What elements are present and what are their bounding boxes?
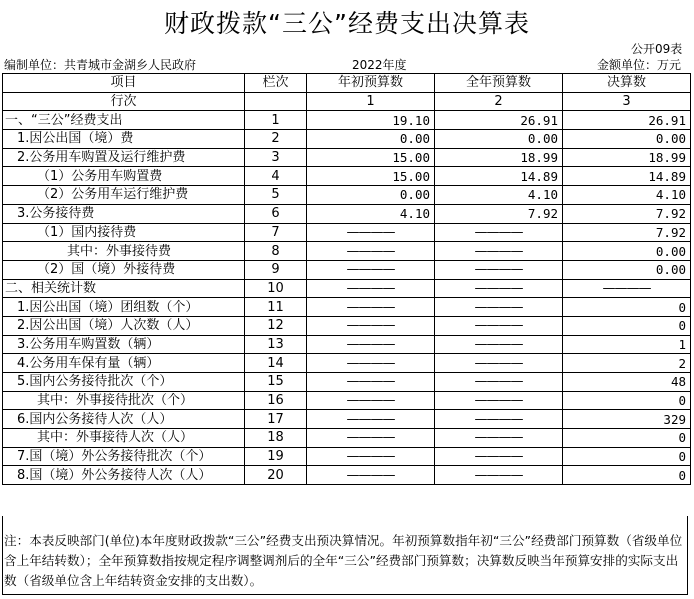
table-row — [3, 260, 691, 279]
header-number-row — [3, 92, 691, 111]
row-budget: 15.00 — [307, 148, 435, 167]
table-row — [3, 373, 691, 392]
row-number: 8 — [245, 242, 307, 261]
row-final: 48 — [563, 373, 691, 392]
row-number: 11 — [245, 298, 307, 317]
row-number: 3 — [245, 148, 307, 167]
header-item: 项目 — [3, 74, 245, 93]
row-final: 2 — [563, 354, 691, 373]
row-final: 18.99 — [563, 148, 691, 167]
row-full-budget: ———— — [435, 354, 563, 373]
row-budget: ———— — [307, 354, 435, 373]
row-item: 其中：外事接待人次（人） — [3, 429, 245, 448]
row-budget: ———— — [307, 335, 435, 354]
row-item: （2）国（境）外接待费 — [3, 260, 245, 279]
row-final: 0.00 — [563, 130, 691, 149]
row-budget: ———— — [307, 391, 435, 410]
row-full-budget: ———— — [435, 335, 563, 354]
row-full-budget: ———— — [435, 429, 563, 448]
row-full-budget: ———— — [435, 298, 563, 317]
row-budget: ———— — [307, 410, 435, 429]
table-row — [3, 204, 691, 223]
report-title: 财政拨款“三公”经费支出决算表 — [164, 9, 530, 38]
row-number: 2 — [245, 130, 307, 149]
row-item: （1）国内接待费 — [3, 223, 245, 242]
row-item: 8.国（境）外公务接待人次（人） — [3, 466, 245, 485]
row-full-budget: ———— — [435, 466, 563, 485]
row-full-budget: 7.92 — [435, 204, 563, 223]
row-item: 4.公务用车保有量（辆） — [3, 354, 245, 373]
row-final: 14.89 — [563, 167, 691, 186]
row-number: 9 — [245, 260, 307, 279]
row-number: 13 — [245, 335, 307, 354]
row-final: ———— — [563, 279, 691, 298]
row-number: 20 — [245, 466, 307, 485]
row-budget: ———— — [307, 447, 435, 466]
row-final: 0 — [563, 316, 691, 335]
row-number: 6 — [245, 204, 307, 223]
table-row — [3, 148, 691, 167]
row-final: 0.00 — [563, 242, 691, 261]
header-row — [3, 74, 691, 93]
row-item: 一、“三公”经费支出 — [3, 111, 245, 130]
row-final: 0 — [563, 391, 691, 410]
table-row — [3, 279, 691, 298]
row-number: 10 — [245, 279, 307, 298]
row-full-budget: 14.89 — [435, 167, 563, 186]
table-row — [3, 335, 691, 354]
row-budget: ———— — [307, 223, 435, 242]
row-number: 5 — [245, 186, 307, 205]
table-row — [3, 429, 691, 448]
row-item: （2）公务用车运行维护费 — [3, 186, 245, 205]
row-number: 14 — [245, 354, 307, 373]
header-n1: 1 — [307, 92, 435, 111]
row-full-budget: ———— — [435, 373, 563, 392]
row-final: 7.92 — [563, 204, 691, 223]
row-final: 7.92 — [563, 223, 691, 242]
row-item: 其中：外事接待费 — [3, 242, 245, 261]
footnote: 注：本表反映部门(单位)本年度财政拨款“三公”经费支出预决算情况。年初预算数指年初“三公”经费部门预算数（省级单位含上年结转数）；全年预算数指按规定程序调整调剂后的全年“三公”经费部门预算数；决算数反映当年预算安排的实际支出数（省级单位含上年结转资金安排的支出数）。 — [4, 533, 683, 588]
row-full-budget: ———— — [435, 410, 563, 429]
row-full-budget: 0.00 — [435, 130, 563, 149]
row-full-budget: ———— — [435, 242, 563, 261]
row-budget: ———— — [307, 298, 435, 317]
row-number: 1 — [245, 111, 307, 130]
row-budget: ———— — [307, 429, 435, 448]
row-item: 3.公务用车购置数（辆） — [3, 335, 245, 354]
table-row — [3, 223, 691, 242]
table-row — [3, 298, 691, 317]
row-full-budget: 26.91 — [435, 111, 563, 130]
table-row — [3, 447, 691, 466]
row-full-budget: 4.10 — [435, 186, 563, 205]
row-number: 16 — [245, 391, 307, 410]
row-full-budget: ———— — [435, 260, 563, 279]
row-full-budget: 18.99 — [435, 148, 563, 167]
table-row — [3, 316, 691, 335]
row-full-budget: ———— — [435, 447, 563, 466]
row-item: 3.公务接待费 — [3, 204, 245, 223]
row-full-budget: ———— — [435, 316, 563, 335]
amount-unit: 金额单位：万元 — [597, 58, 682, 72]
row-budget: 0.00 — [307, 130, 435, 149]
row-budget: 0.00 — [307, 186, 435, 205]
row-final: 26.91 — [563, 111, 691, 130]
row-item: 6.国内公务接待人次（人） — [3, 410, 245, 429]
row-number: 15 — [245, 373, 307, 392]
form-number: 公开09表 — [631, 42, 683, 56]
table-body — [3, 74, 691, 485]
row-final: 0 — [563, 298, 691, 317]
expenditure-table — [2, 73, 691, 485]
row-full-budget: ———— — [435, 391, 563, 410]
row-item: （1）公务用车购置费 — [3, 167, 245, 186]
row-budget: ———— — [307, 373, 435, 392]
row-item: 2.因公出国（境）人次数（人） — [3, 316, 245, 335]
row-item: 2.公务用车购置及运行维护费 — [3, 148, 245, 167]
row-final: 329 — [563, 410, 691, 429]
table-row — [3, 111, 691, 130]
table-row — [3, 130, 691, 149]
header-blank — [245, 92, 307, 111]
row-budget: ———— — [307, 260, 435, 279]
row-budget: ———— — [307, 279, 435, 298]
table-row — [3, 354, 691, 373]
table-row — [3, 167, 691, 186]
row-item: 1.因公出国（境）团组数（个） — [3, 298, 245, 317]
row-number: 7 — [245, 223, 307, 242]
report-year: 2022年度 — [352, 58, 407, 72]
row-final: 0 — [563, 466, 691, 485]
table-row — [3, 186, 691, 205]
row-item: 7.国（境）外公务接待批次（个） — [3, 447, 245, 466]
row-budget: 19.10 — [307, 111, 435, 130]
table-row — [3, 410, 691, 429]
table-row — [3, 391, 691, 410]
header-full-budget: 全年预算数 — [435, 74, 563, 93]
table-row — [3, 242, 691, 261]
header-col: 栏次 — [245, 74, 307, 93]
row-number: 17 — [245, 410, 307, 429]
row-number: 19 — [245, 447, 307, 466]
row-full-budget: ———— — [435, 223, 563, 242]
header-n2: 2 — [435, 92, 563, 111]
row-number: 4 — [245, 167, 307, 186]
table-row — [3, 466, 691, 485]
row-budget: ———— — [307, 242, 435, 261]
row-final: 0 — [563, 447, 691, 466]
row-final: 0 — [563, 429, 691, 448]
row-final: 0.00 — [563, 260, 691, 279]
row-budget: ———— — [307, 466, 435, 485]
row-item: 二、相关统计数 — [3, 279, 245, 298]
header-budget: 年初预算数 — [307, 74, 435, 93]
row-full-budget: ———— — [435, 279, 563, 298]
row-final: 4.10 — [563, 186, 691, 205]
row-item: 5.国内公务接待批次（个） — [3, 373, 245, 392]
row-final: 1 — [563, 335, 691, 354]
row-budget: ———— — [307, 316, 435, 335]
header-final: 决算数 — [563, 74, 691, 93]
row-number: 12 — [245, 316, 307, 335]
row-item: 1.因公出国（境）费 — [3, 130, 245, 149]
row-number: 18 — [245, 429, 307, 448]
header-n3: 3 — [563, 92, 691, 111]
compiling-unit: 编制单位：共青城市金湖乡人民政府 — [4, 58, 197, 72]
row-budget: 4.10 — [307, 204, 435, 223]
row-item: 其中：外事接待批次（个） — [3, 391, 245, 410]
header-row-label: 行次 — [3, 92, 245, 111]
row-budget: 15.00 — [307, 167, 435, 186]
